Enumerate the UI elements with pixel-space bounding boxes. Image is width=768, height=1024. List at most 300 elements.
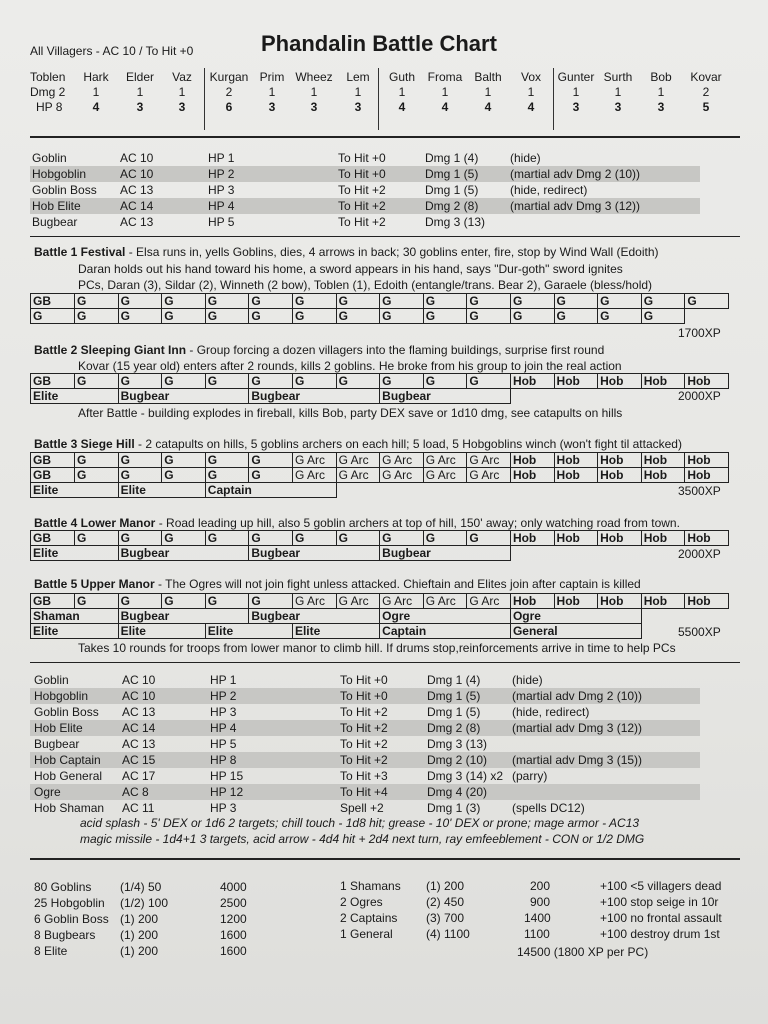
total-left-xp: 1200 bbox=[220, 912, 247, 926]
monster-name: Goblin bbox=[34, 673, 69, 687]
grid-cell: Bugbear bbox=[249, 389, 380, 404]
pc-dmg: 1 bbox=[310, 85, 318, 99]
grid-cell: Hob bbox=[510, 468, 554, 483]
battle2-xp: 2000XP bbox=[678, 389, 721, 403]
battle5-grid bbox=[30, 593, 729, 639]
pc-name: Vaz bbox=[172, 70, 192, 84]
monster-note: (parry) bbox=[512, 769, 548, 783]
monster-note: (hide) bbox=[512, 673, 543, 687]
grid-row bbox=[31, 483, 729, 498]
monster-row bbox=[30, 720, 700, 736]
grid-cell: G bbox=[205, 468, 249, 483]
grid-cell: G bbox=[554, 294, 598, 309]
battle1-title: Battle 1 Festival bbox=[34, 245, 126, 259]
spell-list: acid splash - 5' DEX or 1d6 2 targets; chill touch - 1d8 hit; grease - 10' DEX or prone; mage armor - AC13 bbox=[80, 816, 640, 830]
total-left-xp: 1600 bbox=[220, 928, 247, 942]
grid-cell: G bbox=[380, 309, 424, 324]
grid-cell: G bbox=[336, 294, 380, 309]
grid-cell: Hob bbox=[685, 594, 729, 609]
monster-dmg: Dmg 4 (20) bbox=[427, 785, 488, 799]
total-right-cr: (1) 200 bbox=[426, 879, 465, 893]
party-col-14 bbox=[646, 70, 676, 115]
grid-row bbox=[31, 309, 729, 324]
party-col-15 bbox=[688, 70, 724, 115]
monster-name: Hob Shaman bbox=[34, 801, 105, 815]
grid-cell: G Arc bbox=[423, 468, 467, 483]
row-label-hp: HP 8 bbox=[36, 100, 63, 114]
total-left-name: 6 Goblin Boss bbox=[34, 912, 109, 926]
monster-ac: AC 10 bbox=[122, 673, 156, 687]
grid-cell: Captain bbox=[205, 483, 336, 498]
grid-cell: Elite bbox=[205, 624, 292, 639]
pc-hp: 4 bbox=[484, 100, 492, 114]
pc-dmg: 1 bbox=[614, 85, 622, 99]
party-divider bbox=[204, 68, 205, 130]
grid-cell: G bbox=[380, 374, 424, 389]
section-divider bbox=[30, 236, 740, 237]
grid-cell: G Arc bbox=[467, 453, 511, 468]
grid-row bbox=[31, 389, 729, 404]
grid-cell: G bbox=[467, 374, 511, 389]
total-left-name: 25 Hobgoblin bbox=[34, 896, 105, 910]
grid-cell: G Arc bbox=[423, 594, 467, 609]
grid-cell: G bbox=[510, 309, 554, 324]
battle1-note: PCs, Daran (3), Sildar (2), Winneth (2 bow), Toblen (1), Edoith (entangle/trans. Bear 2), Garaele (bless/hold) bbox=[78, 278, 653, 292]
pc-name: Prim bbox=[259, 70, 285, 84]
pc-hp: 3 bbox=[354, 100, 362, 114]
grid-cell: G bbox=[249, 294, 293, 309]
battle1-desc: - Elsa runs in, yells Goblins, dies, 4 arrows in back; 30 goblins enter, fire, stop by Wind Wall (Edoith) bbox=[125, 245, 659, 259]
monster-name: Hob General bbox=[34, 769, 103, 783]
battle1-note: Daran holds out his hand toward his home, a sword appears in his hand, says "Dur-goth" sword ignites bbox=[78, 262, 623, 276]
battle2-after: After Battle - building explodes in fireball, kills Bob, party DEX save or 1d10 dmg, see catapults on hills bbox=[78, 406, 623, 420]
grid-cell: G bbox=[336, 374, 380, 389]
grid-cell-empty bbox=[685, 309, 729, 324]
monster-hit: To Hit +2 bbox=[338, 183, 386, 197]
grid-row bbox=[31, 374, 729, 389]
total-right-bonus: +100 stop seige in 10r bbox=[600, 895, 719, 909]
monster-name: Hob Captain bbox=[34, 753, 101, 767]
grid-cell: Elite bbox=[31, 483, 119, 498]
grid-cell: Hob bbox=[554, 468, 598, 483]
monster-hp: HP 4 bbox=[210, 721, 237, 735]
total-left-cr: (1) 200 bbox=[120, 928, 159, 942]
monster-hit: To Hit +2 bbox=[340, 705, 388, 719]
monster-ac: AC 13 bbox=[122, 737, 156, 751]
pc-dmg: 1 bbox=[441, 85, 449, 99]
grid-cell: G bbox=[336, 531, 380, 546]
grid-cell: G bbox=[75, 374, 119, 389]
monster-ac: AC 10 bbox=[120, 167, 154, 181]
grid-row bbox=[31, 594, 729, 609]
grid-cell: GB bbox=[31, 594, 75, 609]
pc-hp: 3 bbox=[572, 100, 580, 114]
pc-dmg: 1 bbox=[398, 85, 406, 99]
grid-cell: G bbox=[118, 374, 162, 389]
battle5-heading bbox=[34, 577, 641, 591]
grid-cell: G bbox=[205, 374, 249, 389]
monster-hp: HP 15 bbox=[210, 769, 244, 783]
monster-dmg: Dmg 1 (5) bbox=[425, 167, 479, 181]
grid-cell: Hob bbox=[685, 453, 729, 468]
pc-name: Vox bbox=[520, 70, 541, 84]
grid-cell: Hob bbox=[641, 531, 685, 546]
monster-hit: To Hit +0 bbox=[340, 673, 388, 687]
total-right-name: 1 General bbox=[340, 927, 393, 941]
grid-row bbox=[31, 468, 729, 483]
grid-cell: G Arc bbox=[292, 468, 336, 483]
grid-row bbox=[31, 453, 729, 468]
grid-cell: Elite bbox=[292, 624, 379, 639]
grid-cell: Ogre bbox=[510, 609, 641, 624]
pc-dmg: 1 bbox=[572, 85, 580, 99]
battle3-desc: - 2 catapults on hills, 5 goblins archers on each hill; 5 load, 5 Hobgoblins winch (won't fight til attacked) bbox=[134, 437, 682, 451]
grid-cell: General bbox=[510, 624, 641, 639]
battle4-title: Battle 4 Lower Manor bbox=[34, 516, 156, 530]
monster-ac: AC 13 bbox=[122, 705, 156, 719]
battle3-title: Battle 3 Siege Hill bbox=[34, 437, 135, 451]
grid-cell: G Arc bbox=[292, 594, 336, 609]
battle3-heading bbox=[34, 437, 682, 451]
grid-cell: G Arc bbox=[423, 453, 467, 468]
monster-hit: To Hit +2 bbox=[340, 737, 388, 751]
monster-name: Bugbear bbox=[34, 737, 80, 751]
battle4-desc: - Road leading up hill, also 5 goblin archers at top of hill, 150' away; only watching road from town. bbox=[155, 516, 680, 530]
grid-cell: G Arc bbox=[380, 453, 424, 468]
grid-cell: G bbox=[118, 453, 162, 468]
grid-cell: G bbox=[467, 294, 511, 309]
total-left-cr: (1/4) 50 bbox=[120, 880, 162, 894]
grid-cell: G bbox=[249, 468, 293, 483]
monster-row bbox=[30, 784, 700, 800]
grid-cell: G Arc bbox=[292, 453, 336, 468]
monster-row bbox=[30, 704, 700, 720]
grid-cell: G Arc bbox=[467, 468, 511, 483]
monster-hp: HP 1 bbox=[208, 151, 235, 165]
grid-cell: G bbox=[205, 294, 249, 309]
grid-cell: G bbox=[510, 294, 554, 309]
grid-cell: Hob bbox=[598, 468, 642, 483]
total-left-cr: (1) 200 bbox=[120, 912, 159, 926]
grid-cell: Bugbear bbox=[249, 609, 380, 624]
grid-cell: G bbox=[467, 309, 511, 324]
grid-cell: G bbox=[162, 294, 206, 309]
monster-row bbox=[30, 166, 700, 182]
monster-hit: Spell +2 bbox=[340, 801, 384, 815]
pc-hp: 4 bbox=[398, 100, 406, 114]
total-left-name: 80 Goblins bbox=[34, 880, 92, 894]
battle2-title: Battle 2 Sleeping Giant Inn bbox=[34, 343, 187, 357]
grid-cell: Hob bbox=[598, 531, 642, 546]
pc-hp: 3 bbox=[268, 100, 276, 114]
monster-hp: HP 2 bbox=[208, 167, 235, 181]
grid-cell: G bbox=[162, 594, 206, 609]
pc-dmg: 2 bbox=[702, 85, 710, 99]
grid-cell: G bbox=[205, 531, 249, 546]
monster-note: (hide, redirect) bbox=[510, 183, 588, 197]
section-divider bbox=[30, 858, 740, 860]
monster-note: (hide) bbox=[510, 151, 541, 165]
grid-cell: G bbox=[423, 294, 467, 309]
pc-dmg: 1 bbox=[136, 85, 144, 99]
total-right-bonus: +100 <5 villagers dead bbox=[600, 879, 722, 893]
grid-row bbox=[31, 294, 729, 309]
battle5-desc: - The Ogres will not join fight unless attacked. Chieftain and Elites join after captain is killed bbox=[154, 577, 641, 591]
monster-hp: HP 4 bbox=[208, 199, 235, 213]
monster-hp: HP 2 bbox=[210, 689, 237, 703]
monster-dmg: Dmg 1 (4) bbox=[425, 151, 479, 165]
grid-cell: G bbox=[31, 309, 75, 324]
party-col-2 bbox=[118, 70, 162, 115]
grid-cell: Hob bbox=[685, 374, 729, 389]
grid-cell: G bbox=[118, 309, 162, 324]
monster-dmg: Dmg 1 (3) bbox=[427, 801, 481, 815]
grid-cell: Hob bbox=[641, 468, 685, 483]
grid-cell: Hob bbox=[510, 374, 554, 389]
grid-cell: G bbox=[75, 309, 119, 324]
battle5-title: Battle 5 Upper Manor bbox=[34, 577, 155, 591]
grid-cell: Hob bbox=[598, 453, 642, 468]
grid-cell: G bbox=[292, 374, 336, 389]
grid-cell: G bbox=[685, 294, 729, 309]
grid-cell: G bbox=[205, 594, 249, 609]
monster-name: Hob Elite bbox=[32, 199, 81, 213]
grid-row bbox=[31, 609, 729, 624]
grid-cell: G bbox=[162, 531, 206, 546]
total-right-cr: (4) 1100 bbox=[426, 927, 470, 941]
grid-cell: Hob bbox=[685, 468, 729, 483]
monster-note: (martial adv Dmg 3 (15)) bbox=[512, 753, 643, 767]
grid-cell: Bugbear bbox=[380, 389, 511, 404]
monster-hp: HP 3 bbox=[208, 183, 235, 197]
grid-cell: Captain bbox=[380, 624, 511, 639]
total-right-xp: 200 bbox=[530, 879, 551, 893]
pc-dmg: 1 bbox=[484, 85, 492, 99]
pc-hp: 4 bbox=[527, 100, 535, 114]
total-left-name: 8 Elite bbox=[34, 944, 68, 958]
monster-ac: AC 11 bbox=[122, 801, 155, 815]
grid-cell: Hob bbox=[510, 594, 554, 609]
party-divider bbox=[553, 68, 554, 130]
monster-ac: AC 8 bbox=[122, 785, 149, 799]
battle1-xp: 1700XP bbox=[678, 326, 721, 340]
party-col-5 bbox=[254, 70, 290, 115]
grid-cell: G bbox=[292, 309, 336, 324]
grid-cell: G bbox=[75, 594, 119, 609]
grid-cell: G bbox=[423, 531, 467, 546]
grid-cell: G bbox=[75, 453, 119, 468]
monster-dmg: Dmg 3 (13) bbox=[425, 215, 486, 229]
pc-name: Hark bbox=[83, 70, 109, 84]
total-right-name: 2 Ogres bbox=[340, 895, 383, 909]
pc-hp: 3 bbox=[136, 100, 144, 114]
grid-cell: Elite bbox=[31, 546, 119, 561]
grid-cell: Ogre bbox=[380, 609, 511, 624]
grid-cell: Hob bbox=[554, 374, 598, 389]
grid-cell: Hob bbox=[641, 453, 685, 468]
grid-cell: G bbox=[641, 309, 685, 324]
monster-hit: To Hit +0 bbox=[338, 151, 386, 165]
grid-cell: G bbox=[249, 453, 293, 468]
monster-hp: HP 8 bbox=[210, 753, 237, 767]
grid-cell: Hob bbox=[554, 453, 598, 468]
monster-row bbox=[30, 198, 700, 214]
grid-cell: G bbox=[118, 531, 162, 546]
monster-hit: To Hit +3 bbox=[340, 769, 388, 783]
pc-dmg: 1 bbox=[354, 85, 362, 99]
grid-cell-empty bbox=[336, 483, 728, 498]
monster-hit: To Hit +4 bbox=[340, 785, 388, 799]
grid-cell: Bugbear bbox=[249, 546, 380, 561]
monster-row bbox=[30, 768, 700, 784]
monster-hit: To Hit +2 bbox=[340, 753, 388, 767]
grid-cell: G Arc bbox=[336, 468, 380, 483]
pc-dmg: 1 bbox=[527, 85, 535, 99]
grid-cell: G Arc bbox=[336, 594, 380, 609]
pc-hp: 3 bbox=[614, 100, 622, 114]
grid-cell: G bbox=[380, 294, 424, 309]
grid-cell: G bbox=[249, 594, 293, 609]
party-col-10 bbox=[470, 70, 506, 115]
grand-total: 14500 (1800 XP per PC) bbox=[517, 945, 649, 959]
total-right-bonus: +100 destroy drum 1st bbox=[600, 927, 720, 941]
party-col-7 bbox=[338, 70, 378, 115]
grid-cell: G bbox=[118, 294, 162, 309]
total-left-cr: (1/2) 100 bbox=[120, 896, 169, 910]
monster-note: (martial adv Dmg 2 (10)) bbox=[512, 689, 643, 703]
monster-hp: HP 1 bbox=[210, 673, 237, 687]
pc-name: Lem bbox=[346, 70, 370, 84]
grid-row bbox=[31, 624, 729, 639]
monster-note: (martial adv Dmg 3 (12)) bbox=[510, 199, 641, 213]
total-right-bonus: +100 no frontal assault bbox=[600, 911, 722, 925]
grid-cell: G bbox=[249, 374, 293, 389]
grid-cell-empty bbox=[641, 609, 728, 624]
grid-cell: Hob bbox=[510, 453, 554, 468]
monster-note: (spells DC12) bbox=[512, 801, 585, 815]
pc-name: Gunter bbox=[557, 70, 595, 84]
monster-name: Goblin bbox=[32, 151, 67, 165]
monster-ac: AC 10 bbox=[120, 151, 154, 165]
party-divider bbox=[378, 68, 379, 130]
pc-dmg: 1 bbox=[92, 85, 100, 99]
total-left-xp: 4000 bbox=[220, 880, 247, 894]
grid-cell: G bbox=[641, 294, 685, 309]
party-col-9 bbox=[424, 70, 466, 115]
monster-row bbox=[30, 214, 700, 230]
grid-cell: G bbox=[380, 531, 424, 546]
grid-cell: Elite bbox=[118, 624, 205, 639]
grid-cell: GB bbox=[31, 453, 75, 468]
grid-cell: Hob bbox=[554, 594, 598, 609]
battle5-after: Takes 10 rounds for troops from lower manor to climb hill. If drums stop,reinforcements arrive in time to help PCs bbox=[78, 641, 676, 655]
monster-ac: AC 10 bbox=[122, 689, 156, 703]
monster-hit: To Hit +0 bbox=[340, 689, 388, 703]
grid-cell: G bbox=[249, 309, 293, 324]
monster-hp: HP 12 bbox=[210, 785, 244, 799]
monster-dmg: Dmg 1 (5) bbox=[425, 183, 479, 197]
monster-row bbox=[30, 800, 700, 816]
grid-cell: G bbox=[292, 531, 336, 546]
pc-hp: 4 bbox=[441, 100, 449, 114]
pc-name: Kovar bbox=[690, 70, 722, 84]
battle3-xp: 3500XP bbox=[678, 484, 721, 498]
grid-cell: G bbox=[162, 453, 206, 468]
monster-name: Hobgoblin bbox=[34, 689, 89, 703]
pc-hp: 3 bbox=[310, 100, 318, 114]
grid-cell: Hob bbox=[641, 374, 685, 389]
grid-cell: Hob bbox=[554, 531, 598, 546]
battle2-grid bbox=[30, 373, 729, 404]
grid-cell: G bbox=[162, 374, 206, 389]
battle2-desc: - Group forcing a dozen villagers into the flaming buildings, surprise first round bbox=[186, 343, 605, 357]
spell-list: magic missile - 1d4+1 3 targets, acid arrow - 4d4 hit + 2d4 next turn, ray emfeeblement - CON or 1/2 DMG bbox=[80, 832, 645, 846]
grid-cell: Hob bbox=[685, 531, 729, 546]
grid-cell: GB bbox=[31, 374, 75, 389]
battle5-xp: 5500XP bbox=[678, 625, 721, 639]
monster-name: Goblin Boss bbox=[32, 183, 97, 197]
monster-dmg: Dmg 2 (10) bbox=[427, 753, 488, 767]
party-col-13 bbox=[600, 70, 636, 115]
party-col-3 bbox=[164, 70, 200, 115]
monster-name: Goblin Boss bbox=[34, 705, 99, 719]
monster-row bbox=[30, 688, 700, 704]
grid-cell: G bbox=[467, 531, 511, 546]
grid-cell: G bbox=[118, 594, 162, 609]
grid-cell: G Arc bbox=[336, 453, 380, 468]
battle1-grid bbox=[30, 293, 729, 324]
grid-cell: GB bbox=[31, 468, 75, 483]
party-col-11 bbox=[516, 70, 546, 115]
monster-name: Bugbear bbox=[32, 215, 78, 229]
pc-hp: 6 bbox=[225, 100, 233, 114]
grid-cell: G bbox=[292, 294, 336, 309]
battle4-grid bbox=[30, 530, 729, 561]
monster-ac: AC 13 bbox=[120, 215, 154, 229]
total-right-xp: 900 bbox=[530, 895, 551, 909]
total-left-name: 8 Bugbears bbox=[34, 928, 96, 942]
grid-cell: G bbox=[598, 309, 642, 324]
monster-hp: HP 5 bbox=[210, 737, 237, 751]
monster-hit: To Hit +2 bbox=[338, 215, 386, 229]
battle2-note: Kovar (15 year old) enters after 2 rounds, kills 2 goblins. He broke from his group to join the real action bbox=[78, 359, 622, 373]
total-right-cr: (3) 700 bbox=[426, 911, 465, 925]
grid-cell: G bbox=[554, 309, 598, 324]
grid-cell: Shaman bbox=[31, 609, 119, 624]
pc-dmg: 1 bbox=[657, 85, 665, 99]
grid-cell: G bbox=[423, 374, 467, 389]
grid-cell: G bbox=[118, 468, 162, 483]
monster-dmg: Dmg 3 (14) x2 bbox=[427, 769, 504, 783]
pc-name: Wheez bbox=[295, 70, 333, 84]
pc-name: Bob bbox=[650, 70, 672, 84]
grid-cell: Bugbear bbox=[380, 546, 511, 561]
monster-name: Ogre bbox=[34, 785, 61, 799]
party-col-1 bbox=[76, 70, 116, 115]
pc-name: Kurgan bbox=[209, 70, 249, 84]
grid-cell: G bbox=[205, 309, 249, 324]
monster-name: Hob Elite bbox=[34, 721, 83, 735]
pc-name: Surth bbox=[603, 70, 633, 84]
monster-dmg: Dmg 2 (8) bbox=[427, 721, 481, 735]
row-label-dmg: Dmg 2 bbox=[30, 85, 66, 99]
party-col-6 bbox=[292, 70, 336, 115]
pc-name: Guth bbox=[388, 70, 415, 84]
pc-name: Froma bbox=[427, 70, 463, 84]
monster-dmg: Dmg 1 (4) bbox=[427, 673, 481, 687]
pc-hp: 3 bbox=[657, 100, 665, 114]
grid-cell: G Arc bbox=[467, 594, 511, 609]
